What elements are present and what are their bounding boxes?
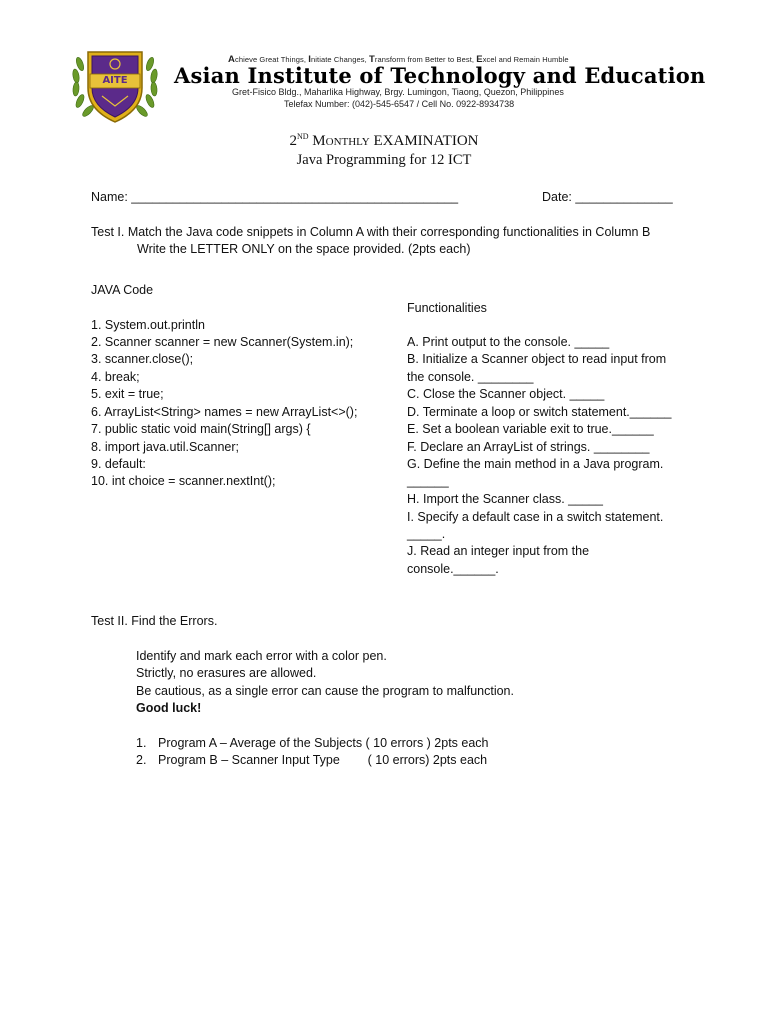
function-item-h: H. Import the Scanner class. _____ xyxy=(407,492,603,506)
good-luck: Good luck! xyxy=(136,701,202,715)
function-item-b-cont: the console. ________ xyxy=(407,370,534,384)
function-item-g-cont: ______ xyxy=(407,474,449,488)
code-item-10: 10. int choice = scanner.nextInt(); xyxy=(91,474,276,488)
exam-subtitle: Java Programming for 12 ICT xyxy=(296,152,472,168)
column-a-heading: JAVA Code xyxy=(91,283,154,297)
function-item-f: F. Declare an ArrayList of strings. ________ xyxy=(407,440,650,454)
school-logo xyxy=(66,44,164,130)
date-field[interactable]: Date: ______________ xyxy=(542,190,673,204)
test2-heading: Test II. Find the Errors. xyxy=(91,614,218,628)
function-item-b: B. Initialize a Scanner object to read input from xyxy=(407,352,667,366)
program-number-b: 2. xyxy=(136,753,147,767)
code-item-1: 1. System.out.println xyxy=(91,318,205,332)
code-item-5: 5. exit = true; xyxy=(91,387,164,401)
function-item-i: I. Specify a default case in a switch statement. xyxy=(407,510,664,524)
function-item-d: D. Terminate a loop or switch statement.______ xyxy=(407,405,672,419)
program-a: Program A – Average of the Subjects ( 10 errors ) 2pts each xyxy=(158,736,489,750)
column-b-heading: Functionalities xyxy=(407,301,487,315)
function-item-i-cont: _____. xyxy=(407,527,446,541)
test2-line-3: Be cautious, as a single error can cause the program to malfunction. xyxy=(136,684,514,698)
function-item-j-cont: console.______. xyxy=(407,562,499,576)
test1-instruction: Test I. Match the Java code snippets in Column A with their corresponding functionalities in Column B xyxy=(91,225,651,239)
school-phone: Telefax Number: (042)-545-6547 / Cell No. 0922-8934738 xyxy=(284,99,515,109)
function-item-e: E. Set a boolean variable exit to true.______ xyxy=(407,422,654,436)
code-item-4: 4. break; xyxy=(91,370,140,384)
test2-line-1: Identify and mark each error with a color pen. xyxy=(136,649,387,663)
code-item-8: 8. import java.util.Scanner; xyxy=(91,440,239,454)
school-motto: Achieve Great Things, Initiate Changes, Transform from Better to Best, Excel and Remain Humble xyxy=(228,54,569,65)
code-item-7: 7. public static void main(String[] args) { xyxy=(91,422,311,436)
exam-title: 2ND Monthly EXAMINATION xyxy=(289,132,479,149)
test2-line-2: Strictly, no erasures are allowed. xyxy=(136,666,317,680)
function-item-a: A. Print output to the console. _____ xyxy=(407,335,610,349)
school-name: Asian Institute of Technology and Education xyxy=(174,63,706,88)
function-item-g: G. Define the main method in a Java program. xyxy=(407,457,664,471)
code-item-6: 6. ArrayList<String> names = new ArrayList<>(); xyxy=(91,405,358,419)
code-item-2: 2. Scanner scanner = new Scanner(System.in); xyxy=(91,335,354,349)
program-number-a: 1. xyxy=(136,736,147,750)
code-item-9: 9. default: xyxy=(91,457,146,471)
name-field[interactable]: Name: _______________________________________________ xyxy=(91,190,459,204)
function-item-c: C. Close the Scanner object. _____ xyxy=(407,387,605,401)
function-item-j: J. Read an integer input from the xyxy=(407,544,590,558)
logo-text: AITE xyxy=(102,75,128,86)
code-item-3: 3. scanner.close(); xyxy=(91,352,194,366)
test1-instruction-2: Write the LETTER ONLY on the space provided. (2pts each) xyxy=(137,242,471,256)
school-address: Gret-Fisico Bldg., Maharlika Highway, Brgy. Lumingon, Tiaong, Quezon, Philippines xyxy=(232,87,564,97)
program-b: Program B – Scanner Input Type ( 10 errors) 2pts each xyxy=(158,753,488,767)
